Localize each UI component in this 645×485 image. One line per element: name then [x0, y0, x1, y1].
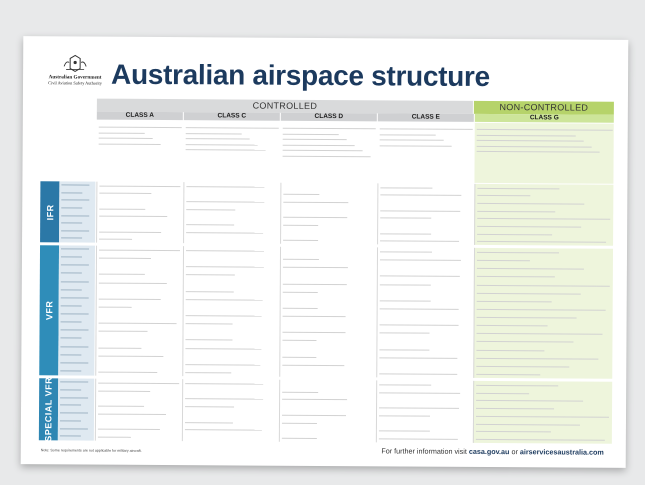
coat-of-arms-icon — [62, 54, 88, 72]
fine-print-line — [476, 439, 605, 440]
fine-print-line — [380, 233, 431, 234]
fine-print-line — [477, 325, 548, 326]
fine-print-line — [380, 325, 459, 326]
fine-print-line — [186, 144, 258, 145]
class-c-header: CLASS C — [184, 112, 280, 121]
fine-print-line — [99, 185, 180, 186]
fine-print-line — [379, 438, 458, 439]
fine-print-line — [476, 416, 609, 417]
row-label-line — [60, 370, 81, 371]
class-c-description — [183, 121, 279, 182]
fine-print-line — [186, 209, 235, 210]
fine-print-line — [185, 430, 262, 431]
class-d-header: CLASS D — [281, 113, 377, 122]
fine-print-line — [283, 267, 348, 268]
fine-print-line — [477, 203, 584, 204]
fine-print-line — [99, 307, 132, 308]
fine-print-line — [98, 413, 166, 414]
fine-print-line — [98, 406, 144, 407]
row-label-line — [61, 273, 82, 274]
poster-title: Australian airspace structure — [110, 58, 490, 93]
fine-print-line — [477, 145, 592, 146]
fine-print-line — [476, 349, 544, 350]
fine-print-line — [283, 150, 363, 151]
fine-print-line — [283, 194, 319, 195]
fine-print-line — [283, 259, 319, 260]
fine-print-line — [477, 140, 584, 141]
fine-print-line — [477, 151, 600, 152]
fine-print-line — [380, 333, 430, 334]
fine-print-line — [477, 218, 610, 219]
footer-prefix: For further information visit — [381, 446, 469, 456]
fine-print-line — [283, 133, 339, 134]
fine-print-line — [283, 225, 318, 226]
vfr-sidebar — [39, 245, 59, 375]
fine-print-line — [283, 155, 371, 156]
row-label-line — [60, 389, 81, 390]
row-label-line — [61, 192, 82, 193]
fine-print-line — [99, 193, 151, 194]
table-column — [95, 246, 182, 377]
fine-print-line — [99, 250, 180, 251]
fine-print-line — [186, 133, 242, 134]
special-vfr-row-labels — [58, 378, 94, 440]
fine-print-line — [186, 315, 262, 316]
fine-print-line — [477, 309, 606, 310]
fine-print-line — [99, 258, 151, 259]
fine-print-line — [185, 372, 231, 373]
airspace-poster — [21, 36, 629, 468]
row-label-line — [60, 354, 81, 355]
fine-print-line — [476, 374, 540, 375]
logo-line-1: Australian Government — [48, 74, 102, 81]
fine-print-line — [185, 348, 261, 349]
fine-print-line — [185, 364, 260, 365]
fine-print-line — [282, 422, 317, 423]
row-label-line — [61, 322, 82, 323]
footer-links — [381, 446, 603, 456]
fine-print-line — [476, 424, 580, 425]
fine-print-line — [379, 384, 431, 385]
table-column — [96, 182, 182, 244]
table-column — [279, 247, 376, 378]
fine-print-line — [99, 127, 182, 128]
row-label-line — [60, 420, 81, 421]
fine-print-line — [282, 415, 346, 416]
vfr-row-labels — [58, 245, 95, 375]
fine-print-line — [477, 233, 552, 234]
table-column — [377, 183, 473, 245]
fine-print-line — [380, 145, 452, 146]
fine-print-line — [186, 250, 264, 251]
fine-print-line — [186, 186, 264, 187]
fine-print-line — [99, 216, 167, 217]
row-label-line — [61, 248, 89, 249]
fine-print-line — [282, 399, 347, 400]
fine-print-line — [283, 283, 347, 284]
fine-print-line — [380, 139, 444, 140]
class-g-description — [474, 123, 613, 184]
fine-print-line — [186, 149, 266, 150]
class-e-description — [377, 122, 473, 183]
row-label-line — [61, 281, 89, 282]
fine-print-line — [477, 226, 581, 227]
fine-print-line — [185, 340, 232, 341]
fine-print-line — [380, 241, 459, 242]
vfr-section — [39, 245, 613, 378]
airservices-link[interactable]: airservicesaustralia.com — [519, 447, 604, 457]
row-label-line — [60, 362, 88, 363]
fine-print-line — [98, 429, 160, 430]
fine-print-line — [99, 132, 145, 133]
class-description-row — [96, 121, 613, 184]
table-column — [474, 184, 613, 246]
row-label-line — [61, 238, 82, 239]
fine-print-line — [380, 308, 459, 309]
row-label-line — [60, 346, 88, 347]
special-vfr-section — [39, 378, 612, 443]
fine-print-line — [99, 231, 161, 232]
fine-print-line — [283, 139, 347, 140]
fine-print-line — [282, 356, 316, 357]
fine-print-line — [185, 422, 233, 423]
fine-print-line — [283, 291, 318, 292]
fine-print-line — [477, 129, 613, 131]
row-label-line — [60, 381, 88, 382]
fine-print-line — [282, 340, 316, 341]
fine-print-line — [186, 323, 233, 324]
class-a-header: CLASS A — [97, 112, 183, 121]
class-e-header: CLASS E — [378, 113, 474, 122]
fine-print-line — [99, 323, 177, 324]
table-column — [183, 182, 279, 244]
fine-print-line — [185, 383, 263, 384]
fine-print-line — [186, 232, 263, 233]
fine-print-line — [380, 276, 460, 277]
table-column — [182, 379, 278, 442]
table-column — [279, 380, 375, 443]
row-label-line — [61, 223, 82, 224]
fine-print-line — [477, 134, 576, 135]
fine-print-line — [477, 260, 530, 261]
row-label-line — [61, 184, 89, 185]
fine-print-line — [379, 431, 430, 432]
fine-print-line — [379, 415, 430, 416]
fine-print-line — [186, 224, 234, 225]
fine-print-line — [99, 143, 161, 144]
fine-print-line — [380, 134, 436, 135]
fine-print-line — [476, 393, 529, 394]
table-column — [280, 183, 376, 245]
fine-print-line — [98, 347, 141, 348]
fine-print-line — [185, 406, 234, 407]
fine-print-line — [477, 211, 555, 212]
row-label-line — [61, 207, 82, 208]
fine-print-line — [99, 331, 148, 332]
class-d-description — [280, 122, 376, 183]
table-column — [95, 379, 181, 442]
fine-print-line — [99, 282, 167, 283]
casa-logo — [35, 54, 115, 85]
class-a-description — [96, 121, 182, 182]
fine-print-line — [477, 284, 610, 285]
ifr-row-labels — [59, 181, 95, 242]
footnote: Note: Some requirements are not applicable for military aircraft. — [40, 448, 142, 453]
fine-print-line — [379, 349, 429, 350]
fine-print-line — [185, 399, 263, 400]
row-label-line — [61, 297, 89, 298]
fine-print-line — [477, 333, 603, 334]
fine-print-line — [99, 239, 132, 240]
fine-print-line — [476, 385, 558, 386]
row-label-line — [61, 305, 82, 306]
vfr-label: VFR — [44, 300, 55, 321]
fine-print-line — [476, 400, 583, 401]
row-label-line — [61, 257, 82, 258]
ifr-cells — [96, 182, 613, 246]
fine-print-line — [379, 373, 457, 374]
fine-print-line — [476, 341, 573, 342]
class-g-header: CLASS G — [475, 114, 614, 123]
fine-print-line — [283, 144, 355, 145]
fine-print-line — [98, 390, 150, 391]
fine-print-line — [186, 127, 279, 128]
controlled-band: CONTROLLED — [97, 99, 473, 114]
fine-print-line — [380, 284, 431, 285]
row-label-line — [61, 265, 89, 266]
fine-print-line — [477, 241, 606, 242]
table-column — [473, 248, 613, 379]
fine-print-line — [477, 293, 581, 294]
fine-print-line — [476, 408, 554, 409]
row-label-line — [60, 338, 81, 339]
fine-print-line — [282, 438, 317, 439]
ifr-label: IFR — [44, 203, 55, 220]
fine-print-line — [477, 276, 555, 277]
vfr-cells — [95, 246, 613, 379]
fine-print-line — [99, 138, 153, 139]
fine-print-line — [380, 210, 460, 211]
fine-print-line — [380, 128, 473, 129]
fine-print-line — [477, 301, 552, 302]
table-column — [376, 247, 473, 378]
fine-print-line — [99, 274, 145, 275]
row-label-line — [61, 289, 82, 290]
fine-print-line — [476, 358, 598, 359]
fine-print-line — [283, 316, 346, 317]
table-column — [473, 381, 612, 444]
fine-print-line — [98, 355, 163, 356]
fine-print-line — [99, 298, 161, 299]
fine-print-line — [380, 187, 432, 188]
special-vfr-sidebar — [39, 378, 58, 440]
fine-print-line — [283, 332, 346, 333]
fine-print-line — [283, 217, 347, 218]
non-controlled-band: NON-CONTROLLED — [474, 101, 614, 115]
row-label-line — [61, 215, 89, 216]
fine-print-line — [380, 300, 431, 301]
fine-print-line — [380, 218, 431, 219]
fine-print-line — [282, 365, 344, 366]
fine-print-line — [282, 391, 318, 392]
fine-print-line — [283, 308, 318, 309]
fine-print-line — [186, 138, 250, 139]
fine-print-line — [186, 201, 264, 202]
row-label-line — [60, 397, 88, 398]
fine-print-line — [283, 202, 348, 203]
fine-print-line — [379, 407, 459, 408]
fine-print-line — [380, 195, 461, 196]
fine-print-line — [477, 268, 584, 269]
row-label-line — [61, 230, 89, 231]
fine-print-line — [477, 195, 530, 196]
fine-print-line — [186, 299, 263, 300]
row-label-line — [60, 428, 88, 429]
fine-print-line — [283, 128, 376, 129]
fine-print-line — [380, 260, 461, 261]
fine-print-line — [477, 188, 559, 189]
row-label-line — [60, 405, 81, 406]
fine-print-line — [476, 366, 569, 367]
fine-print-line — [477, 252, 559, 253]
row-label-line — [61, 200, 89, 201]
fine-print-line — [186, 275, 235, 276]
fine-print-line — [99, 208, 145, 209]
row-label-line — [61, 330, 89, 331]
ifr-section — [40, 181, 613, 245]
ifr-sidebar — [40, 181, 59, 242]
fine-print-line — [379, 392, 460, 393]
row-label-line — [60, 412, 88, 413]
special-vfr-cells — [95, 379, 612, 444]
fine-print-line — [380, 251, 432, 252]
fine-print-line — [98, 382, 179, 383]
casa-link[interactable]: casa.gov.au — [468, 446, 510, 457]
fine-print-line — [283, 240, 318, 241]
fine-print-line — [476, 431, 551, 432]
fine-print-line — [186, 291, 234, 292]
fine-print-line — [98, 372, 157, 373]
fine-print-line — [379, 357, 457, 358]
table-column — [182, 246, 279, 377]
fine-print-line — [477, 317, 577, 318]
fine-print-line — [186, 266, 264, 267]
logo-line-2: Civil Aviation Safety Authority — [48, 80, 102, 86]
table-column — [376, 380, 472, 443]
row-label-line — [61, 313, 89, 314]
row-label-line — [60, 436, 81, 437]
special-vfr-label: SPECIAL VFR — [43, 376, 54, 442]
footer-or: or — [509, 447, 520, 457]
fine-print-line — [98, 437, 131, 438]
